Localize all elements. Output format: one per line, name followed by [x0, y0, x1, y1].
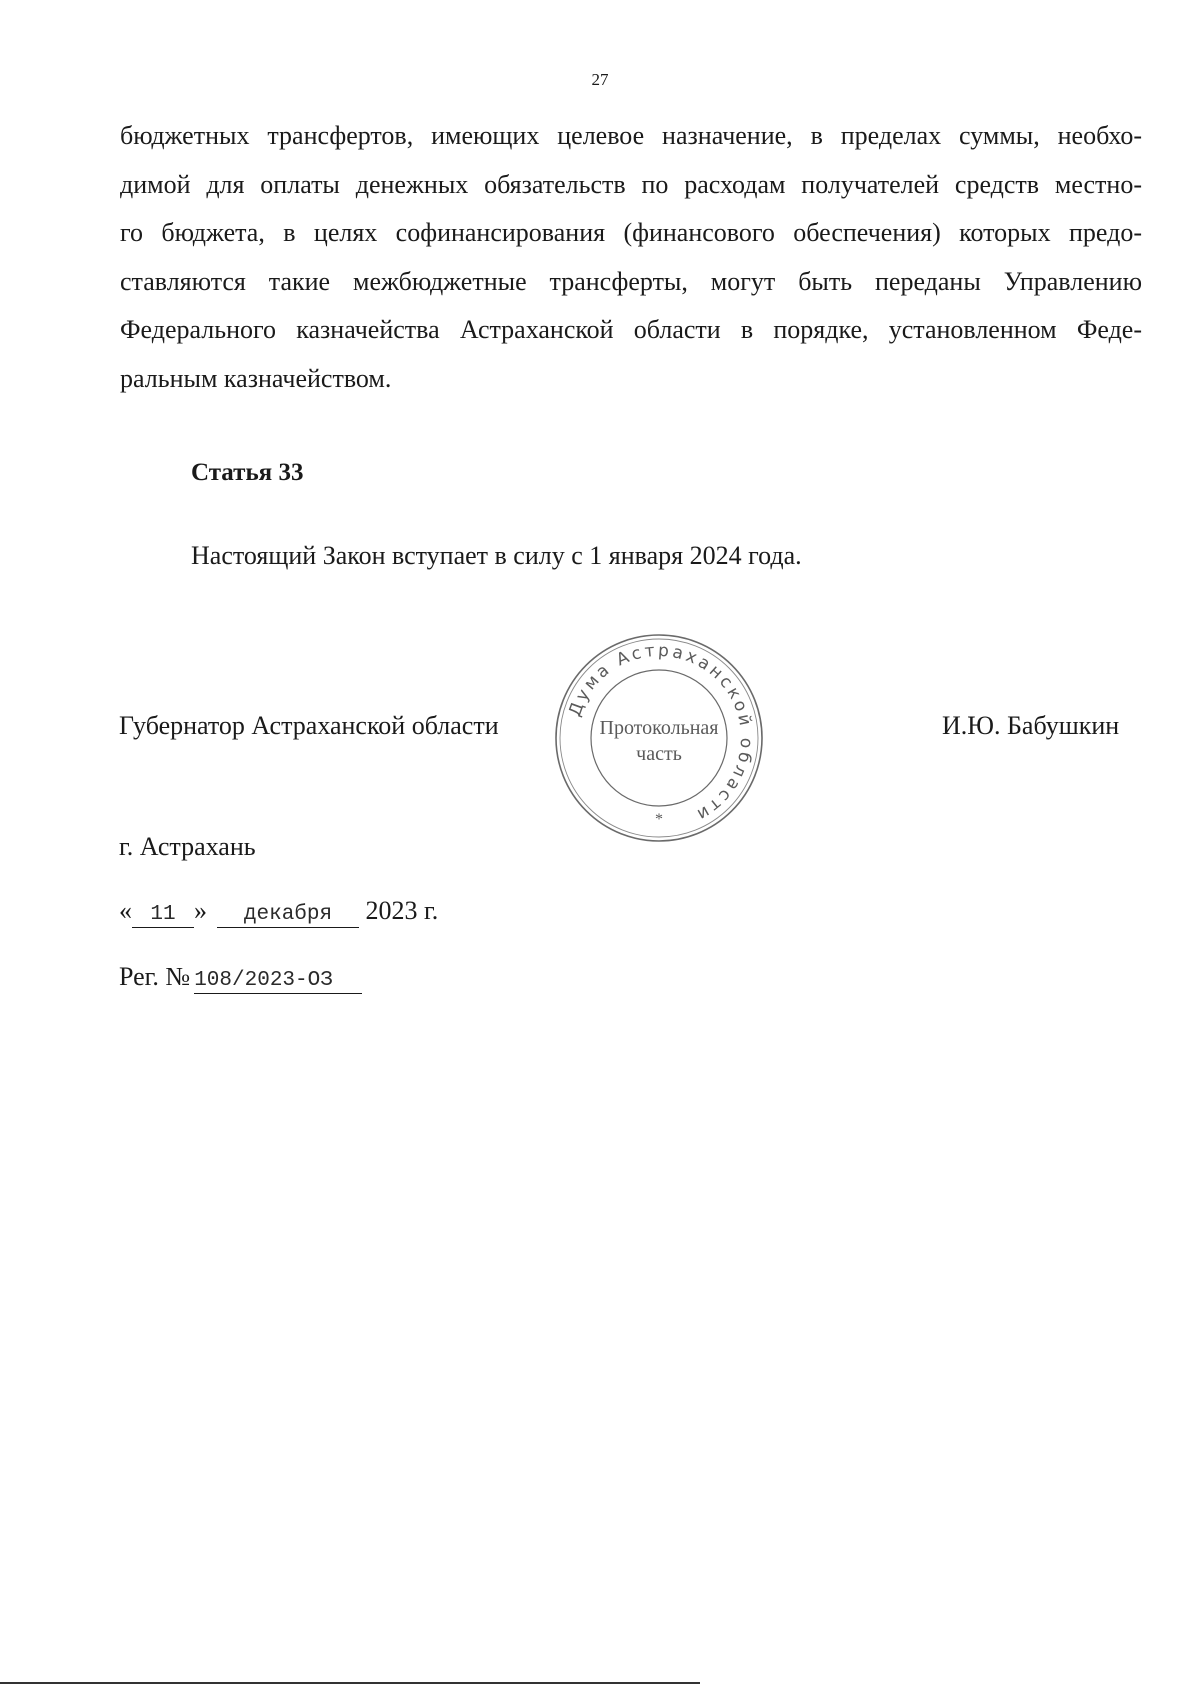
article-heading: Статья 33 [191, 459, 304, 486]
seal-inner-line2: часть [636, 743, 682, 765]
effective-date-text: Настоящий Закон вступает в силу с 1 января 2024 года. [191, 541, 802, 570]
registration-line [119, 962, 362, 994]
paragraph-line: ральным казначейством. [120, 363, 392, 393]
seal-inner-line1: Протокольная [599, 717, 719, 739]
paragraph-line: бюджетных трансфертов, имеющих целевое назначение, в пределах суммы, необхо- [120, 121, 1142, 150]
paragraph-line: ставляются такие межбюджетные трансферты, могут быть переданы Управлению [120, 266, 1142, 296]
seal-ring-text: Дума Астраханской области [565, 640, 757, 826]
governor-name: И.Ю. Бабушкин [942, 711, 1120, 740]
bottom-scan-line [0, 1682, 700, 1684]
date-close-quote: » [194, 896, 207, 925]
paragraph-line: го бюджета, в целях софинансирования (финансового обеспечения) которых предо- [120, 218, 1142, 248]
body-paragraph [120, 112, 1142, 404]
paragraph-line: димой для оплаты денежных обязательств по расходам получателей средств местно- [120, 169, 1142, 199]
seal-star: * [655, 811, 663, 828]
page-number: 27 [591, 70, 609, 89]
date-open-quote: « [119, 896, 132, 925]
registration-number: 108/2023-ОЗ [194, 969, 362, 994]
registration-label: Рег. № [119, 962, 191, 991]
paragraph-line: Федерального казначейства Астраханской области в порядке, установленном Феде- [120, 315, 1142, 345]
date-year: 2023 г. [365, 896, 439, 925]
date-day: 11 [132, 903, 194, 928]
signing-date [119, 896, 438, 928]
governor-title: Губернатор Астраханской области [119, 711, 499, 740]
official-seal [553, 632, 765, 844]
date-month: декабря [217, 903, 359, 928]
place-of-signing: г. Астрахань [119, 832, 256, 861]
